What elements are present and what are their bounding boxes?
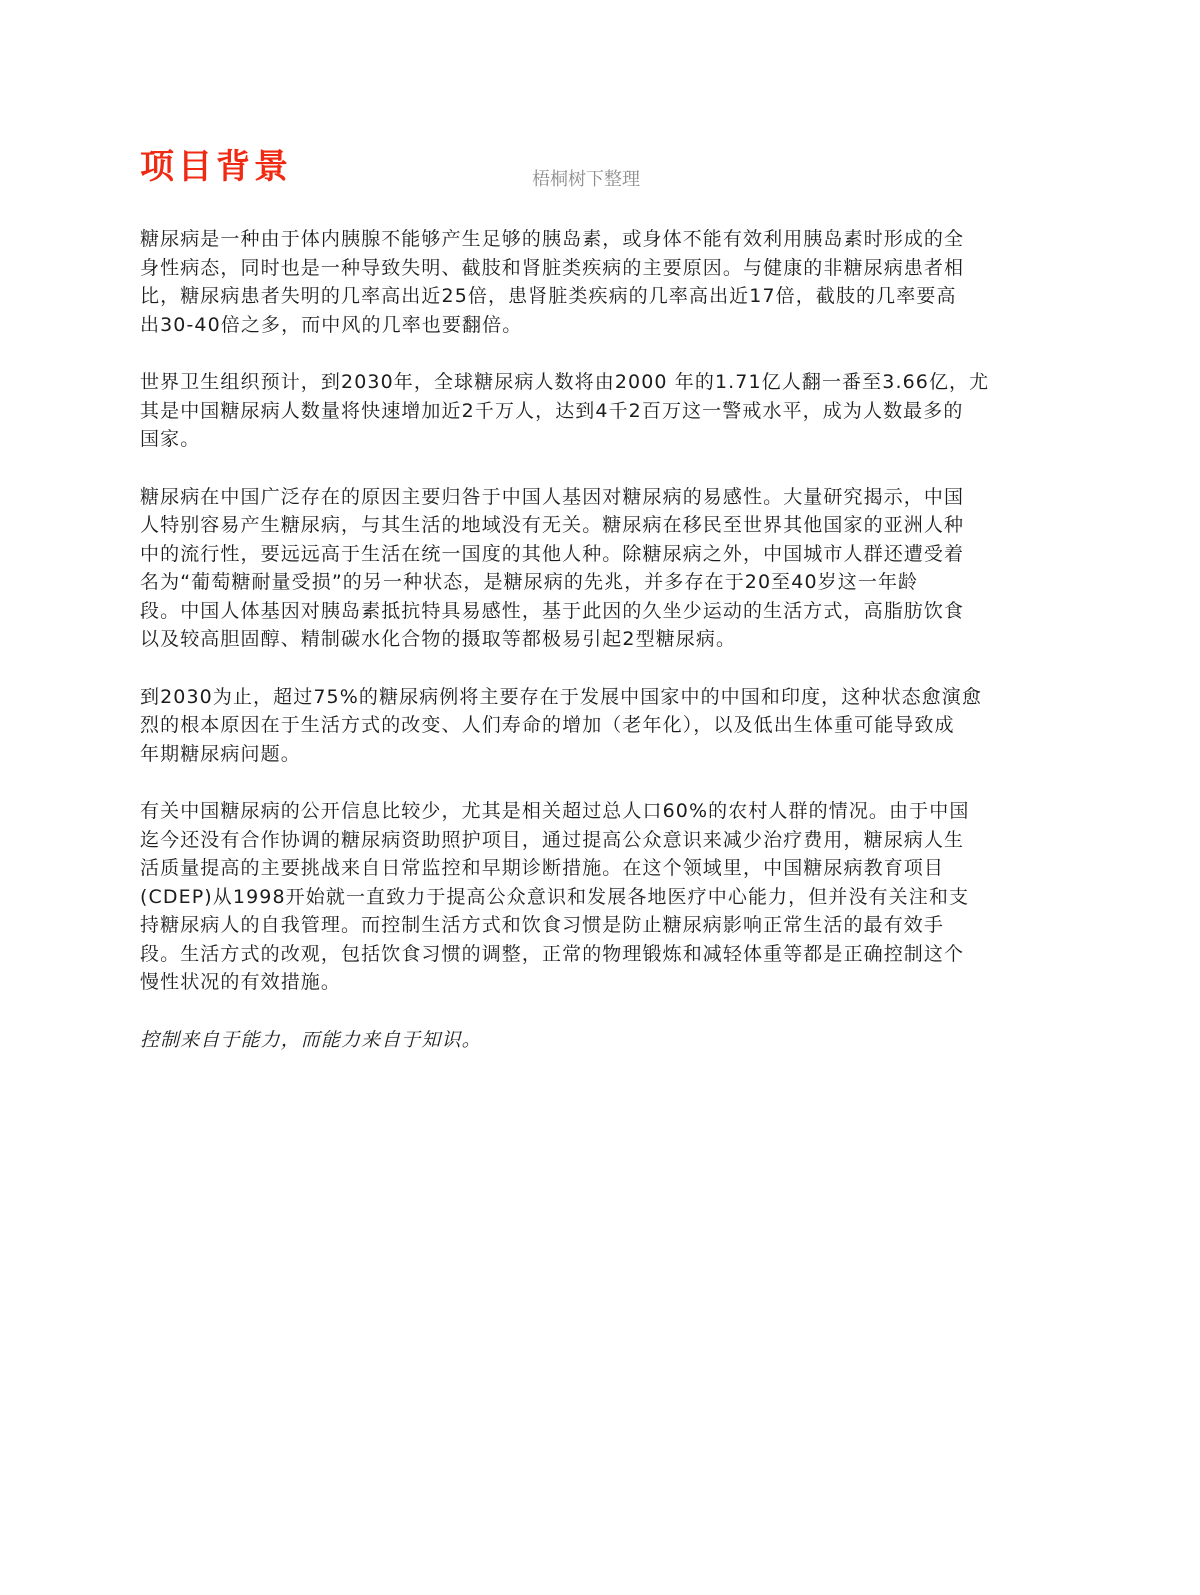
text-line: 其是中国糖尿病人数量将快速增加近2千万人，达到4千2百万这一警戒水平，成为人数最多的 bbox=[140, 399, 964, 422]
document-body bbox=[140, 225, 1040, 1054]
paragraph-causes-in-china bbox=[140, 483, 1040, 654]
text-line: 人特别容易产生糖尿病，与其生活的地域没有无关。糖尿病在移民至世界其他国家的亚洲人种 bbox=[140, 514, 965, 536]
text-line: 活质量提高的主要挑战来自日常监控和早期诊断措施。在这个领域里，中国糖尿病教育项目 bbox=[140, 857, 945, 879]
text-line: 到2030为止，超过75%的糖尿病例将主要存在于发展中国家中的中国和印度，这种状态愈演愈 bbox=[140, 685, 982, 708]
text-line: 年期糖尿病问题。 bbox=[140, 742, 301, 765]
paragraph-diabetes-definition bbox=[140, 225, 1040, 339]
paragraph-who-forecast bbox=[140, 368, 1040, 454]
text-line: 段。生活方式的改观，包括饮食习惯的调整，正常的物理锻炼和减轻体重等都是正确控制这个 bbox=[140, 942, 965, 965]
text-line: 名为“葡萄糖耐量受损”的另一种状态，是糖尿病的先兆，并多存在于20至40岁这一年龄 bbox=[140, 571, 919, 593]
author-byline: 梧桐树下整理 bbox=[532, 169, 640, 190]
text-line: 世界卫生组织预计，到2030年，全球糖尿病人数将由2000 年的1.71亿人翻一番至3.66亿，尤 bbox=[140, 371, 990, 393]
page-title: 项目背景 bbox=[140, 147, 292, 187]
text-line: 烈的根本原因在于生活方式的改变、人们寿命的增加（老年化），以及低出生体重可能导致成 bbox=[140, 714, 955, 736]
text-line: 慢性状况的有效措施。 bbox=[140, 971, 342, 993]
text-line: 有关中国糖尿病的公开信息比较少，尤其是相关超过总人口60%的农村人群的情况。由于中国 bbox=[140, 800, 970, 822]
text-line: 糖尿病在中国广泛存在的原因主要归咎于中国人基因对糖尿病的易感性。大量研究揭示，中国 bbox=[140, 485, 965, 508]
text-line: 以及较高胆固醇、精制碳水化合物的摄取等都极易引起2型糖尿病。 bbox=[140, 628, 737, 650]
text-line: 比，糖尿病患者失明的几率高出近25倍，患肾脏类疾病的几率高出近17倍，截肢的几率要高 bbox=[140, 285, 957, 307]
text-line: 出30-40倍之多，而中风的几率也要翻倍。 bbox=[140, 313, 523, 336]
paragraph-public-info-cdep bbox=[140, 797, 1040, 997]
text-line: 迄今还没有合作协调的糖尿病资助照护项目，通过提高公众意识来减少治疗费用，糖尿病人生 bbox=[140, 828, 965, 851]
text-line: 中的流行性，要远远高于生活在统一国度的其他人种。除糖尿病之外，中国城市人群还遭受着 bbox=[140, 542, 965, 565]
text-line: 持糖尿病人的自我管理。而控制生活方式和饮食习惯是防止糖尿病影响正常生活的最有效手 bbox=[140, 914, 945, 936]
text-line: 糖尿病是一种由于体内胰腺不能够产生足够的胰岛素，或身体不能有效利用胰岛素时形成的全 bbox=[140, 228, 965, 250]
text-line: 段。中国人体基因对胰岛素抵抗特具易感性，基于此因的久坐少运动的生活方式，高脂肪饮食 bbox=[140, 599, 965, 622]
text-line: 国家。 bbox=[140, 428, 201, 450]
paragraph-2030-outlook bbox=[140, 683, 1040, 769]
closing-quote: 控制来自于能力，而能力来自于知识。 bbox=[140, 1028, 482, 1051]
text-line: 身性病态，同时也是一种导致失明、截肢和肾脏类疾病的主要原因。与健康的非糖尿病患者相 bbox=[140, 256, 965, 279]
text-line: (CDEP)从1998开始就一直致力于提高公众意识和发展各地医疗中心能力，但并没有关注和支 bbox=[140, 885, 970, 908]
